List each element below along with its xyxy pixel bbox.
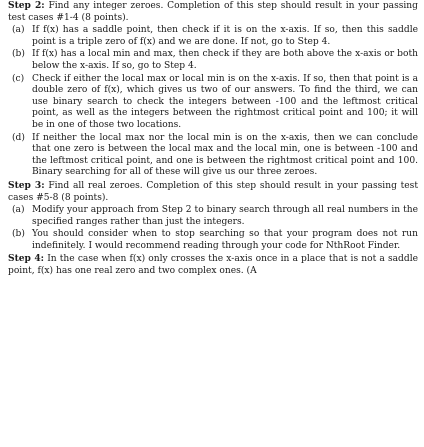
step-2-item-a	[8, 25, 418, 48]
item-marker: (b)	[12, 229, 25, 240]
step-3-item-b	[8, 229, 418, 252]
step-2-paragraph	[8, 0, 418, 24]
step-2-item-b	[8, 49, 418, 72]
step-2-intro: Find any integer zeroes. Completion of this step should result in your passing test cases #1-4 (8 points).	[8, 1, 418, 23]
item-text: If neither the local max nor the local min is on the x-axis, then we can conclude that one zero is between the local max and the local min, one is between -100 and the leftmost critical point, and one is between the rightmost critical point and 100. Binary searching for all of these will give us our three zeroes.	[32, 132, 418, 178]
item-marker: (a)	[12, 205, 25, 216]
step-4-paragraph	[8, 253, 418, 277]
step-2-list	[8, 25, 418, 179]
step-3-item-a	[8, 205, 418, 228]
step-3-paragraph	[8, 180, 418, 204]
step-3-intro: Find all real zeroes. Completion of this step should result in your passing test cases #5-8 (8 points).	[8, 180, 418, 203]
item-text: If f(x) has a local min and max, then check if they are both above the x-axis or both below the x-axis. If so, go to Step 4.	[32, 49, 418, 71]
step-4-intro: In the case when f(x) only crosses the x-axis once in a place that is not a saddle point, f(x) has one real zero and two complex ones. (A	[8, 254, 418, 277]
step-2-item-c	[8, 74, 418, 132]
item-marker: (a)	[12, 25, 25, 36]
item-marker: (c)	[12, 73, 25, 84]
item-text: You should consider when to stop searching so that your program does not run indefinitely. I would recommend reading through your code for NthRoot Finder.	[32, 229, 418, 251]
item-marker: (d)	[12, 132, 25, 143]
step-4-label: Step 4:	[8, 253, 45, 265]
step-3-label: Step 3:	[8, 179, 45, 191]
item-marker: (b)	[12, 49, 25, 60]
step-2-label: Step 2:	[8, 0, 45, 11]
item-text: Check if either the local max or local min is on the x-axis. If so, then that point is a double zero of f(x), which gives us two of our answers. To find the third, we can use binary search to check the integers between -100 and the leftmost critical point, as well as the integers between the rightmost critical point and 100; it will be in one of those two locations.	[32, 73, 418, 130]
step-3-list	[8, 205, 418, 252]
document-page	[8, 0, 418, 278]
item-text: Modify your approach from Step 2 to binary search through all real numbers in the specified ranges rather than just the integers.	[32, 205, 418, 227]
step-2-item-d	[8, 133, 418, 179]
item-text: If f(x) has a saddle point, then check if it is on the x-axis. If so, then this saddle point is a triple zero of f(x) and we are done. If not, go to Step 4.	[32, 25, 418, 47]
